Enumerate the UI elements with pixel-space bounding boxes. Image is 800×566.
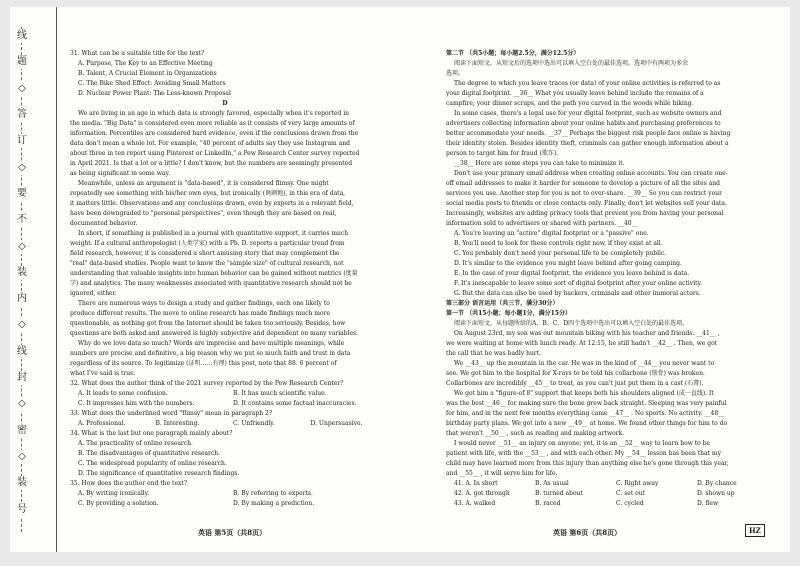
text-line: your digital footprint. __36__ What you usually leave behind include the remains of a (446, 90, 704, 97)
option: A. It leads to some confusion. (78, 390, 168, 397)
binding-margin (10, 7, 57, 552)
option: C. Unfriendly. (233, 420, 275, 427)
option-row (70, 419, 380, 429)
text-line: 阅读下面短文，从短文后的选项中选出可以填入空白处的最佳选项。选项中有两项为多余 (454, 60, 689, 67)
option: B. As usual (535, 480, 569, 487)
left-column (70, 49, 380, 509)
text-line: 阅读下面短文，从每题所给的A、B、C、D四个选项中选出可以填入空白处的最佳选项。 (454, 320, 689, 327)
option: D. flew (697, 500, 719, 507)
text-line: G. But the data can also be used by hackers, criminals and other immoral actors. (454, 290, 701, 297)
option: D. By making a prediction. (233, 500, 315, 507)
text-line: A. The practicality of online research. (78, 440, 193, 447)
text-line: social media posts to friends or close contacts only. Finally, don't let websites sell your data. (446, 200, 727, 207)
margin-char: 密 (14, 424, 30, 438)
option: D. By chance (697, 480, 737, 487)
margin-char: ◇ (14, 397, 30, 411)
text-line: see. We got him to the hospital for X-rays to be told his collarbone (锁骨) was broken. (446, 370, 705, 377)
text-line: B. You'll need to look for these controls right now, if they exist at all. (454, 240, 663, 247)
margin-char: ◇ (14, 318, 30, 332)
margin-char: 封 (14, 371, 30, 385)
margin-char: 装 (14, 266, 30, 280)
option: C. set out (616, 490, 646, 497)
text-line: weight. If a cultural anthropologist (人类学家) with a Ph. D. reports a particular trend from (70, 240, 345, 247)
text-line: what I've said is true. (70, 370, 136, 377)
option: C. It impresses him with the numbers. (78, 400, 195, 407)
text-line: B. Talent, A Crucial Element in Organizations (78, 70, 217, 77)
text-line: 34. What is the last but one paragraph mainly about? (70, 430, 233, 437)
text-line: We got him a "figure-of 8" support that keeps both his shoulders aligned (成一直线). It (454, 390, 714, 397)
margin-char: 不 (14, 213, 30, 227)
footer-page-6: 英语 第6页（共8页） (553, 528, 622, 537)
margin-char: 内 (14, 292, 30, 306)
option: 41. A. In short (454, 480, 498, 487)
option: A. By writing ironically. (78, 490, 150, 497)
text-line: "real" data-based studies. People want to know the "sample size" of cultural research, not (70, 260, 344, 267)
text-line: their identity stolen. Besides identity theft, criminals can gather enough information about a (446, 140, 729, 147)
option-row (446, 499, 770, 509)
text-line: 选项。 (446, 70, 465, 77)
text-line: 第一节 （共15小题；每小题1分，满分15分） (446, 310, 571, 317)
option: D. shown up (697, 490, 735, 497)
text-line: F. It's inescapable to leave some sort of digital footprint after your online activity. (454, 280, 703, 287)
text-line: On August 23rd, my son was out mountain biking with his teacher and friends. __41__ , (454, 330, 720, 337)
hz-badge: HZ (745, 524, 765, 537)
text-line: services you use. Another step for you is not to over-share. __39__ So you can restrict your (446, 190, 722, 197)
text-line: about three in ten report using Pinterest or LinkedIn," a Pew Research Center survey reported (70, 150, 360, 157)
text-line: as being significant in some way. (70, 170, 170, 177)
option: C. Right away (616, 480, 659, 487)
margin-char: ◇ (14, 161, 30, 175)
exam-page (10, 7, 790, 552)
text-line: A. You're leaving an "active" digital footprint or a "passive" one. (454, 230, 649, 237)
footer-page-5: 英语 第5页（共8页） (198, 528, 267, 537)
text-line: The degree to which you leave traces (or data) of your online activities is referred to as (454, 80, 721, 87)
text-line: A. Purpose, The Key to an Effective Meeting (78, 60, 213, 67)
option-row (70, 499, 380, 509)
text-line: regardless of its source. To legitimize (证明……有理) this post, note that 88. 6 percent of (70, 360, 337, 367)
text-line: repeatedly see something with his/her own eyes, but ironically (讽刺地), in this era of data, (70, 190, 346, 197)
option: 43. A. walked (454, 500, 496, 507)
text-line: 35. How does the author end the text? (70, 480, 188, 487)
option-row (70, 389, 380, 399)
text-line: advertisers collecting information about your online habits and purchasing preferences to (446, 120, 721, 127)
option: B. raced (535, 500, 561, 507)
margin-char: 线 (14, 29, 30, 43)
text-line: B. The disadvantages of quantitative research. (78, 450, 221, 457)
text-line: have been downgraded to "personal perspectives", even though they are based on real, (70, 210, 337, 217)
text-line: D. It's similar to the evidence you might leave behind after going camping. (454, 260, 682, 267)
text-line: Collarbones are incredibly __45__ to treat, as you can't just put them in a cast (石膏). (446, 380, 704, 387)
text-line: understanding that valuable insights into human behavior can be gained without metrics (度量 (70, 270, 358, 277)
option: B. By referring to experts. (233, 490, 313, 497)
margin-char: ◇ (14, 82, 30, 96)
text-line: __38__ Here are some steps you can take to minimize it. (454, 160, 625, 167)
text-line: ignored, either. (70, 290, 117, 297)
text-line: in April 2021. Is that a lot or a little? I don't know, but the numbers are seemingly presented (70, 160, 353, 167)
text-line: questionable, as nothing got from the Internet should be taken too seriously. Besides, how (70, 320, 346, 327)
right-column (446, 49, 770, 509)
option: C. cycled (616, 500, 644, 507)
margin-char: 装 (14, 476, 30, 490)
option: D. It contains some factual inaccuracies. (233, 400, 357, 407)
margin-char: ◇ (14, 240, 30, 254)
text-line: person to target him for fraud (欺诈). (446, 150, 559, 157)
text-line: We __43__ up the mountain in the car. He was in the kind of __44__ you never want to (454, 360, 715, 367)
option-row (446, 489, 770, 499)
text-line: Why do we love data so much? Words are imprecise and have multiple meanings, while (78, 340, 345, 347)
text-line: child may have learned more from this injury than anything else he's gone through this year, (446, 460, 729, 467)
text-line: 31. What can be a suitable title for the text? (70, 50, 205, 57)
text-line: patient with life, with the __53__ , and with each other. My __54__ lesson has been that my (446, 450, 722, 457)
text-line: campfire, your dinner scraps, and the path you carved in the woods while hiking. (446, 100, 694, 107)
text-line: 第三部分 语言运用（共三节，满分30分） (446, 300, 559, 307)
option-row (70, 489, 380, 499)
margin-char: ◇ (14, 450, 30, 464)
text-line: E. In the case of your digital footprint, the evidence you leave behind is data. (454, 270, 690, 277)
option: B. turned about (535, 490, 583, 497)
text-line: C. The widespread popularity of online research. (78, 460, 227, 467)
text-line: data don't mean a whole lot. For example, "40 percent of adults say they use Instagram and (70, 140, 350, 147)
text-line: 第二节 （共5小题；每小题2.5分，满分12.5分） (446, 50, 580, 57)
text-line: numbers are precise and definitive, a big reason why we put so much faith and trust in data (70, 350, 351, 357)
text-line: documented behavior. (70, 220, 138, 227)
text-line: Meanwhile, unless an argument is "data-based", it is considered flimsy. One might (78, 180, 329, 187)
text-line: D (222, 100, 228, 107)
text-line: we were waiting at home with lunch ready. At 12:15, he still hadn't __42__ . Then, we got (446, 340, 718, 347)
text-line: D. The significance of quantitative research findings. (78, 470, 240, 477)
margin-char: 号 (14, 503, 30, 517)
text-line: information sold to advertisers or shared with partners. __40__ (446, 220, 638, 227)
margin-char: 题 (14, 55, 30, 69)
text-line: better accommodate your needs. __37__ Perhaps the biggest risk people face online is having (446, 130, 731, 137)
text-line: information. Percentiles are considered hard evidence, even if the conclusions drawn from the (70, 130, 359, 137)
option-row (446, 479, 770, 489)
text-line: off email addresses to make it harder for someone to develop a picture of all the sites and (446, 180, 720, 187)
margin-char: 订 (14, 134, 30, 148)
text-line: Don't use your primary email address when creating online accounts. You can create one- (454, 170, 728, 177)
text-line: In some cases, there's a legal use for your digital footprint, such as website owners and (454, 110, 722, 117)
text-line: 33. What does the underlined word "flimsy" mean in paragraph 2? (70, 410, 273, 417)
text-line: C. The Bike Shed Effect: Avoiding Small Matters (78, 80, 226, 87)
text-line: for him, and in the next few months everything came __47__ . No sports. No activity. __48__ (446, 410, 725, 417)
text-line: 学) and analytics. The many weaknesses associated with quantitative research should not be (70, 280, 352, 287)
text-line: birthday party plans. We got into a new __49__ at home. We found other things for him to do (446, 420, 728, 427)
text-line: We are living in an age in which data is strongly favored, especially when it's reported in (78, 110, 349, 117)
text-line: the media. "Big Data" is considered even more reliable as it consists of very large amounts of (70, 120, 355, 127)
option: B. Interesting. (155, 420, 200, 427)
text-line: field research, however, it is considered a short amusing story that may complement the (70, 250, 340, 257)
text-line: I would never __51__ an injury on anyone; yet, it is an __52__ way to learn how to be (454, 440, 711, 447)
text-line: was the best __46__ for making sure the bone grew back straight. Sleeping was very painful (446, 400, 727, 407)
text-line: In short, if something is published in a journal with quantitative support, it carries much (78, 230, 349, 237)
option: B. It has much scientific value. (233, 390, 327, 397)
text-line: 32. What does the author think of the 2021 survey reported by the Pew Research Center? (70, 380, 344, 387)
text-line: questions are both asked and answered is highly subjective and dependent on many variables. (70, 330, 359, 337)
text-line: it matters little. Observations and any conclusions drawn, even by experts in a relevant field, (70, 200, 354, 207)
text-line: D. Nuclear Power Plant: The Less-known Proposal (78, 90, 231, 97)
text-line: There are numerous ways to design a study and gather findings, each one likely to (78, 300, 330, 307)
option: A. Professional. (78, 420, 126, 427)
margin-char: 要 (14, 187, 30, 201)
margin-char: 答 (14, 108, 30, 122)
text-line: that weren't __50__ , such as reading and making artwork. (446, 430, 625, 437)
option-row (70, 399, 380, 409)
option: C. By providing a solution. (78, 500, 159, 507)
option: 42. A. got through (454, 490, 510, 497)
text-line: C. You probably don't need your personal life to be completely public. (454, 250, 667, 257)
option: D. Unpersuasive. (310, 420, 363, 427)
margin-char: 线 (14, 345, 30, 359)
text-line: Increasingly, websites are adding privacy tools that prevent you from having your personal (446, 210, 724, 217)
text-line: produce different results. The move to online research has made findings much more (70, 310, 330, 317)
text-line: the call that he was badly hurt. (446, 350, 541, 357)
text-line: and __55__ , it will serve him for life. (446, 470, 558, 477)
